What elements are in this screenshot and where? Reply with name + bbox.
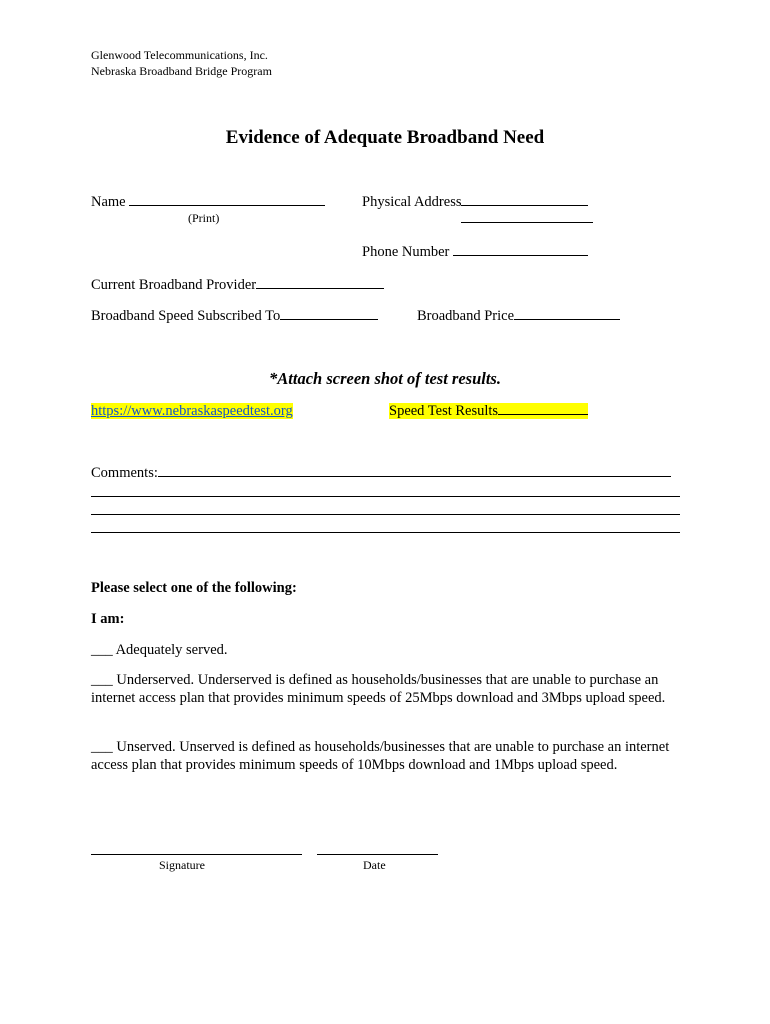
provider-label: Current Broadband Provider [91,277,257,293]
option-unserved[interactable] [91,738,681,774]
page-title: Evidence of Adequate Broadband Need [225,127,545,148]
speed-test-results-blank [498,402,588,415]
comments-line-3[interactable] [91,514,680,515]
option-text: Unserved. Unserved is defined as households/businesses that are unable to purchase an internet access plan that provides minimum speeds of 10Mbps download and 1Mbps upload speed. [91,739,670,773]
comments-label: Comments: [91,465,158,481]
i-am-label: I am: [91,611,125,627]
speed-label: Broadband Speed Subscribed To [91,308,281,324]
signature-line[interactable] [91,854,302,855]
name-blank [129,193,325,206]
option-blank[interactable]: ___ [91,642,113,658]
speed-test-results-field[interactable] [389,402,588,420]
option-text: Adequately served. [115,642,228,658]
price-blank [514,307,620,320]
physical-address-blank [461,193,588,206]
price-field[interactable] [417,307,620,325]
phone-field[interactable] [362,243,588,261]
comments-line-2[interactable] [91,496,680,497]
company-name: Glenwood Telecommunications, Inc. [91,48,268,62]
phone-blank [453,243,588,256]
date-line[interactable] [317,854,438,855]
print-note: (Print) [188,211,220,225]
phone-label: Phone Number [362,244,450,260]
option-adequately-served[interactable] [91,641,681,659]
option-blank[interactable]: ___ [91,739,113,755]
speed-test-results-label: Speed Test Results [389,403,499,419]
signature-label: Signature [159,858,205,872]
speedtest-link[interactable] [91,402,293,420]
comments-field[interactable] [91,464,671,482]
comments-line-4[interactable] [91,532,680,533]
physical-address-line-2[interactable] [461,222,593,223]
date-label: Date [363,858,386,872]
comments-blank [158,464,671,477]
attach-note: *Attach screen shot of test results. [269,369,501,388]
speedtest-link-text[interactable]: https://www.nebraskaspeedtest.org [91,403,293,419]
speed-field[interactable] [91,307,378,325]
speed-blank [280,307,378,320]
program-name: Nebraska Broadband Bridge Program [91,64,272,78]
provider-field[interactable] [91,276,384,294]
option-blank[interactable]: ___ [91,672,113,688]
option-text: Underserved. Underserved is defined as households/businesses that are unable to purchase an internet access plan that provides minimum speeds of 25Mbps download and 3Mbps upload speed. [91,672,666,706]
physical-address-field[interactable] [362,193,588,211]
name-label: Name [91,194,126,210]
name-field[interactable] [91,193,325,211]
option-underserved[interactable] [91,671,681,707]
physical-address-label: Physical Address [362,194,462,210]
provider-blank [256,276,384,289]
price-label: Broadband Price [417,308,515,324]
selection-prompt: Please select one of the following: [91,580,297,596]
